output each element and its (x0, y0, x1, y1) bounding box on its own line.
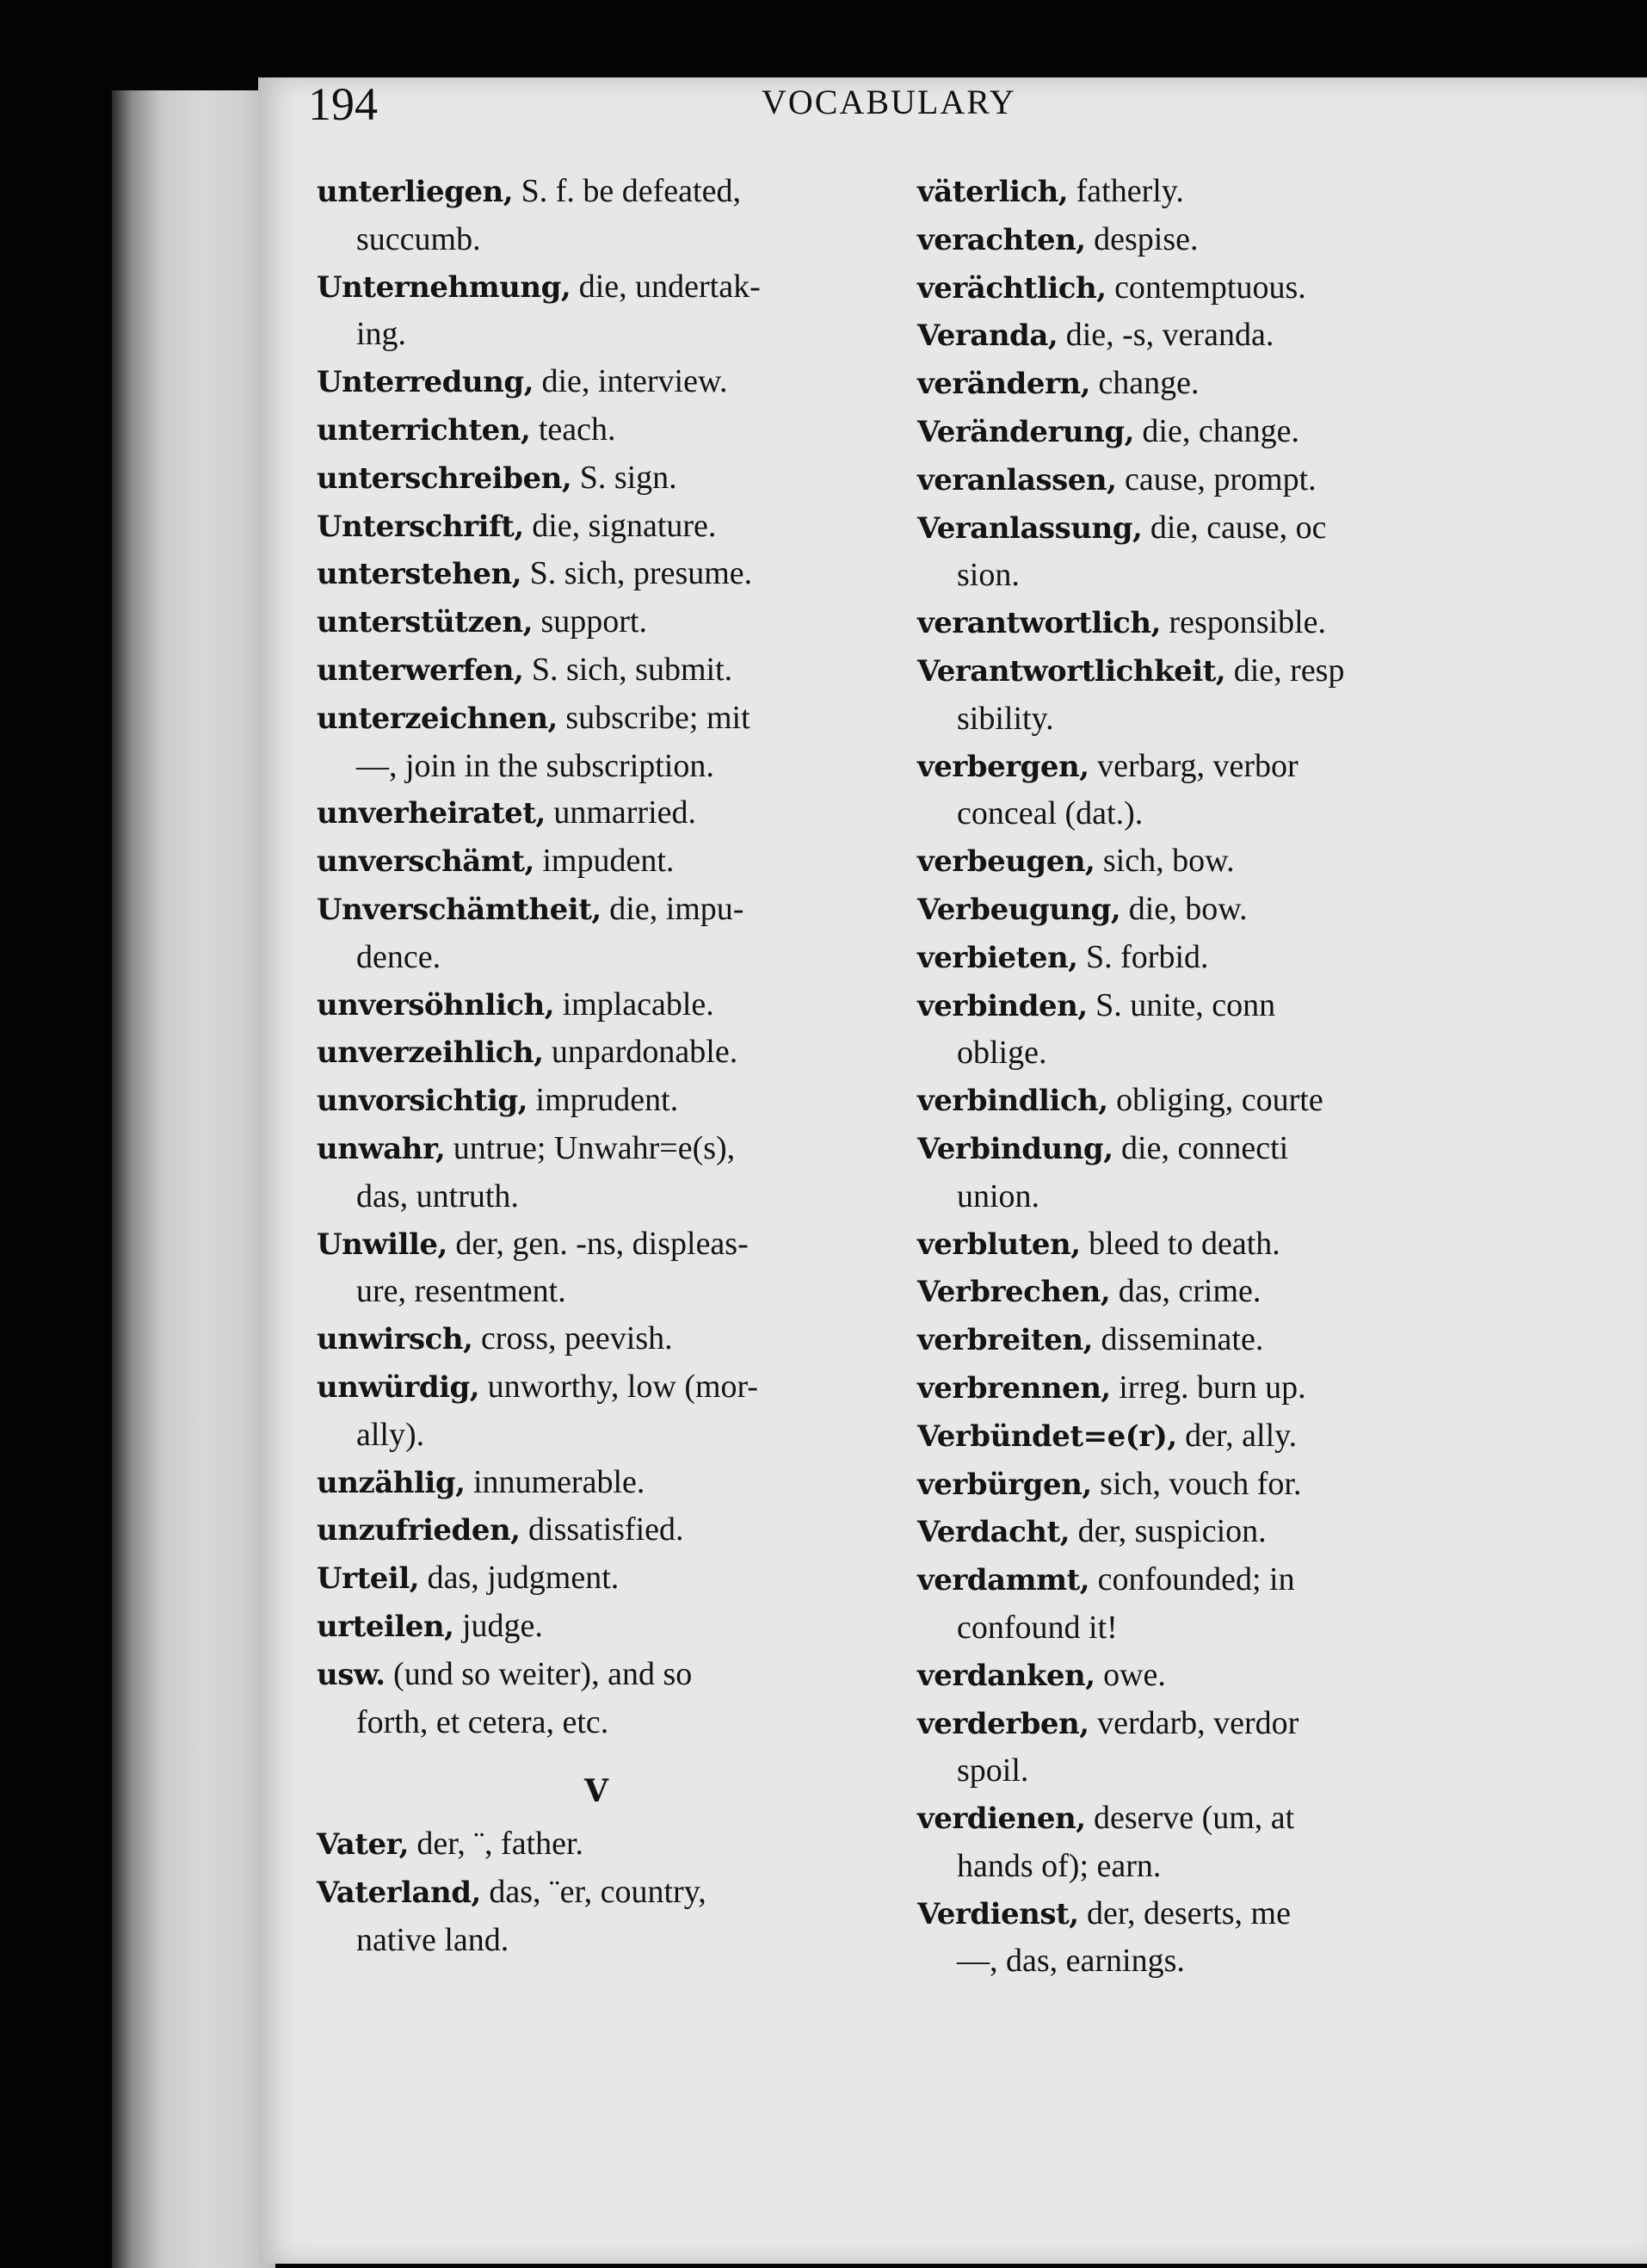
entry-headword: unzufrieden, (317, 1513, 521, 1548)
dictionary-entry (317, 1363, 876, 1412)
entry-headword: unterschreiben, (317, 460, 572, 496)
entry-headword: verächtlich, (917, 270, 1107, 306)
entry-continuation: ing. (356, 316, 407, 353)
entry-headword: Unterredung, (317, 365, 534, 400)
entry-definition: die, signature. (523, 507, 717, 544)
entry-definition: deserve (um, at (1085, 1800, 1295, 1837)
entry-continuation: hands of); earn. (957, 1847, 1162, 1884)
dictionary-entry (317, 1221, 876, 1269)
entry-definition: der, gen. -ns, displeas- (447, 1225, 749, 1262)
entry-continuation: native land. (356, 1921, 509, 1958)
dictionary-entry (317, 789, 876, 837)
dictionary-entry (917, 312, 1399, 360)
entry-headword: verbrennen, (917, 1370, 1111, 1406)
entry-headword: Unternehmung, (317, 269, 571, 305)
entry-headword: unterrichten, (317, 412, 531, 448)
dictionary-entry (317, 837, 876, 886)
book-page-edges (112, 90, 275, 2268)
entry-continuation: —, join in the subscription. (356, 747, 714, 784)
entry-definition: impudent. (534, 843, 675, 880)
dictionary-entry (917, 1461, 1399, 1509)
entry-headword: unterstützen, (317, 605, 533, 640)
dictionary-entry (917, 982, 1399, 1030)
entry-definition: irreg. burn up. (1110, 1369, 1306, 1406)
dictionary-entry (317, 1651, 876, 1699)
entry-headword: unzählig, (317, 1465, 466, 1500)
entry-headword: veranlassen, (917, 462, 1117, 497)
dictionary-entry (917, 1077, 1399, 1125)
entry-continuation: confound it! (957, 1609, 1118, 1646)
dictionary-entry (917, 1316, 1399, 1364)
entry-definition: support. (532, 603, 647, 640)
entry-definition: S. sich, submit. (523, 651, 733, 688)
entry-headword: unwirsch, (317, 1322, 473, 1357)
entry-headword: Veranlassung, (917, 510, 1143, 546)
entry-definition: S. forbid. (1077, 938, 1209, 975)
entry-headword: Veranda, (917, 318, 1058, 354)
dictionary-entry (917, 837, 1399, 886)
entry-continuation: das, untruth. (356, 1177, 519, 1214)
dictionary-entry (317, 1869, 876, 1917)
entry-definition: unworthy, low (mor- (479, 1368, 759, 1405)
entry-headword: Unwille, (317, 1227, 447, 1262)
entry-headword: verbindlich, (917, 1084, 1108, 1119)
right-column (917, 168, 1399, 1985)
entry-headword: verbreiten, (917, 1323, 1093, 1358)
entry-headword: väterlich, (917, 175, 1069, 209)
dictionary-entry (917, 408, 1399, 456)
entry-continuation: ure, resentment. (356, 1273, 566, 1310)
dictionary-entry (917, 1221, 1399, 1269)
entry-definition: das, crime. (1110, 1273, 1261, 1310)
entry-headword: verbürgen, (917, 1467, 1092, 1502)
entry-headword: Veränderung, (917, 414, 1134, 449)
entry-definition: change. (1089, 365, 1200, 402)
dictionary-entry (317, 598, 876, 646)
entry-continuation: —, das, earnings. (957, 1943, 1185, 1980)
dictionary-entry (317, 1077, 876, 1125)
dictionary-entry (917, 1795, 1399, 1843)
entry-headword: Vaterland, (317, 1875, 481, 1910)
entry-headword: unverheiratet, (317, 796, 546, 831)
dictionary-entry (917, 599, 1399, 647)
entry-definition: die, undertak- (571, 268, 761, 305)
entry-continuation: succumb. (356, 220, 481, 257)
entry-headword: Verdacht, (917, 1515, 1070, 1550)
entry-headword: Verdienst, (917, 1896, 1079, 1931)
entry-headword: usw. (317, 1657, 386, 1692)
entry-definition: dissatisfied. (520, 1511, 684, 1548)
entry-definition: subscribe; mit (557, 699, 750, 736)
entry-definition: cause, prompt. (1116, 460, 1317, 497)
entry-definition: die, cause, oc (1142, 509, 1327, 546)
entry-headword: verdanken, (917, 1658, 1095, 1693)
dictionary-entry (317, 646, 876, 695)
dictionary-entry (317, 1603, 876, 1651)
entry-definition: implacable. (554, 986, 714, 1023)
dictionary-entry (917, 1268, 1399, 1316)
entry-definition: cross, peevish. (472, 1320, 673, 1357)
entry-headword: unversöhnlich, (317, 987, 555, 1023)
entry-headword: verdienen, (917, 1801, 1086, 1837)
entry-continuation: sion. (957, 557, 1020, 594)
entry-continuation: union. (957, 1177, 1040, 1214)
entry-headword: verdammt, (917, 1563, 1090, 1598)
entry-definition: responsible. (1160, 604, 1326, 641)
entry-definition: der, deserts, me (1078, 1894, 1291, 1931)
dictionary-entry (317, 550, 876, 598)
entry-definition: die, -s, veranda. (1058, 317, 1274, 354)
entry-definition: das, ¨er, country, (480, 1873, 706, 1910)
entry-definition: S. sich, presume. (521, 555, 753, 592)
entry-headword: Verantwortlichkeit, (917, 653, 1226, 689)
dictionary-entry (917, 1125, 1399, 1173)
dictionary-entry (317, 1315, 876, 1363)
entry-definition: verdarb, verdor (1089, 1704, 1299, 1741)
entry-continuation: oblige. (957, 1035, 1047, 1072)
entry-headword: unverschämt, (317, 844, 534, 880)
entry-headword: verachten, (917, 222, 1086, 257)
entry-headword: unwahr, (317, 1131, 446, 1166)
entry-definition: verbarg, verbor (1089, 747, 1298, 784)
entry-headword: unvorsichtig, (317, 1084, 527, 1119)
dictionary-entry (917, 216, 1399, 264)
dictionary-entry (317, 1459, 876, 1507)
dictionary-entry (917, 934, 1399, 982)
entry-headword: unverzeihlich, (317, 1035, 544, 1071)
entry-definition: S. sign. (571, 459, 677, 496)
dictionary-entry (317, 695, 876, 743)
dictionary-entry (917, 1364, 1399, 1412)
entry-headword: verbluten, (917, 1227, 1081, 1262)
dictionary-entry (317, 1125, 876, 1173)
dictionary-entry (917, 743, 1399, 791)
dictionary-entry (917, 1556, 1399, 1604)
dictionary-entry (917, 504, 1399, 553)
dictionary-entry (317, 406, 876, 454)
entry-headword: unterwerfen, (317, 652, 524, 688)
entry-headword: unwürdig, (317, 1369, 480, 1405)
entry-definition: unmarried. (545, 794, 696, 831)
entry-headword: unterliegen, (317, 175, 514, 209)
dictionary-entry (317, 1029, 876, 1077)
entry-headword: unterstehen, (317, 557, 522, 592)
dictionary-entry (917, 1412, 1399, 1461)
dictionary-entry (917, 264, 1399, 312)
entry-headword: Vater, (317, 1827, 409, 1863)
entry-headword: verbergen, (917, 749, 1089, 784)
dictionary-entry (917, 360, 1399, 408)
dictionary-entry (917, 456, 1399, 504)
entry-definition: unpardonable. (543, 1034, 738, 1071)
entry-headword: verbieten, (917, 940, 1078, 975)
entry-definition: teach. (530, 411, 616, 448)
entry-headword: urteilen, (317, 1609, 454, 1644)
dictionary-entry (917, 1890, 1399, 1938)
entry-definition: die, interview. (534, 363, 728, 400)
entry-definition: S. f. be defeated, (513, 173, 741, 209)
dictionary-entry (317, 1506, 876, 1554)
entry-headword: Verbindung, (917, 1131, 1113, 1166)
dictionary-entry (317, 981, 876, 1029)
dictionary-entry (317, 1554, 876, 1603)
entry-definition: obliging, courte (1107, 1082, 1323, 1119)
entry-headword: Verbeugung, (917, 892, 1121, 927)
entry-definition: die, resp (1225, 652, 1345, 689)
entry-headword: verändern, (917, 367, 1090, 402)
page-number: 194 (308, 78, 378, 130)
entry-headword: Urteil, (317, 1561, 420, 1597)
dictionary-entry (317, 263, 876, 312)
entry-definition: der, ally. (1176, 1417, 1298, 1454)
entry-headword: Unterschrift, (317, 509, 524, 544)
entry-continuation: dence. (356, 938, 441, 975)
entry-definition: despise. (1085, 220, 1199, 257)
entry-definition: contemptuous. (1106, 269, 1306, 306)
entry-definition: owe. (1095, 1656, 1166, 1693)
entry-headword: verderben, (917, 1706, 1089, 1741)
dictionary-entry (917, 168, 1399, 216)
entry-continuation: spoil. (957, 1752, 1029, 1789)
entry-definition: der, suspicion. (1070, 1513, 1267, 1550)
entry-definition: das, judgment. (419, 1560, 620, 1597)
entry-definition: sich, vouch for. (1091, 1465, 1302, 1502)
entry-headword: unterzeichnen, (317, 701, 558, 736)
dictionary-entry (917, 647, 1399, 695)
dictionary-entry (317, 503, 876, 551)
entry-definition: disseminate. (1092, 1321, 1264, 1358)
entry-headword: Unverschämtheit, (317, 892, 601, 927)
entry-headword: verbinden, (917, 988, 1088, 1023)
entry-headword: verantwortlich, (917, 606, 1161, 641)
section-letter: V (584, 1773, 608, 1810)
entry-definition: confounded; in (1089, 1561, 1295, 1598)
dictionary-entry (317, 1820, 876, 1869)
entry-definition: innumerable. (465, 1463, 645, 1500)
dictionary-entry (917, 886, 1399, 934)
entry-definition: sich, bow. (1095, 843, 1235, 880)
entry-continuation: sibility. (957, 700, 1054, 737)
entry-definition: S. unite, conn (1087, 986, 1276, 1023)
dictionary-entry (317, 168, 876, 216)
dictionary-entry (317, 358, 876, 406)
dictionary-entry (317, 454, 876, 503)
entry-definition: imprudent. (527, 1082, 679, 1119)
entry-definition: die, bow. (1120, 890, 1248, 927)
running-head: VOCABULARY (762, 83, 1016, 121)
dictionary-entry (917, 1508, 1399, 1556)
dictionary-entry (317, 886, 876, 934)
entry-definition: der, ¨, father. (408, 1826, 584, 1863)
entry-continuation: ally). (356, 1416, 425, 1453)
entry-headword: verbeugen, (917, 844, 1095, 880)
entry-definition: fatherly. (1068, 173, 1184, 209)
entry-continuation: conceal (dat.). (957, 795, 1144, 832)
entry-headword: Verbündet=e(r), (917, 1418, 1177, 1454)
entry-definition: untrue; Unwahr=e(s), (445, 1129, 736, 1166)
entry-definition: die, change. (1133, 412, 1299, 449)
dictionary-entry (917, 1652, 1399, 1700)
left-column (317, 168, 876, 1963)
entry-headword: Verbrechen, (917, 1275, 1111, 1310)
dictionary-entry (917, 1700, 1399, 1748)
entry-definition: (und so weiter), and so (385, 1655, 693, 1692)
entry-definition: bleed to death. (1080, 1225, 1280, 1262)
entry-continuation: forth, et cetera, etc. (356, 1703, 609, 1740)
entry-definition: die, connecti (1113, 1129, 1289, 1166)
entry-definition: judge. (453, 1607, 543, 1644)
entry-definition: die, impu- (601, 890, 744, 927)
